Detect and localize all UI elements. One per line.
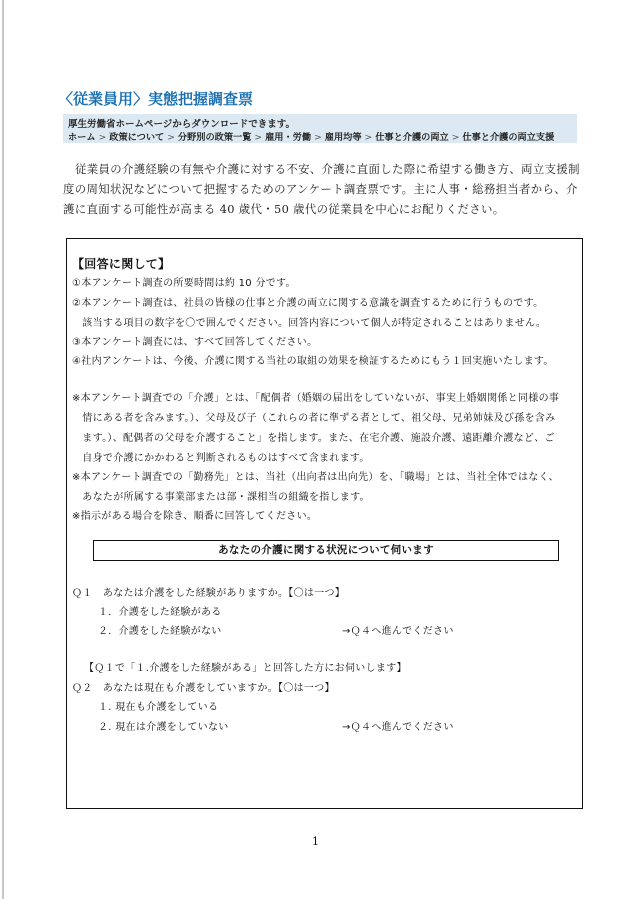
instruction-item: ①本アンケート調査の所要時間は約 10 分です。	[72, 278, 296, 289]
breadcrumb-separator: >	[98, 132, 107, 143]
instruction-item: ④社内アンケートは、今後、介護に関する当社の取組の効果を検証するためにもう１回実施いたします。	[72, 356, 554, 367]
breadcrumb-item[interactable]: 雇用・労働	[265, 132, 312, 143]
page-edge-border	[2, 0, 4, 899]
breadcrumb-item[interactable]: 雇用均等	[324, 132, 362, 143]
page-title: 〈従業員用〉実態把握調査票	[58, 90, 254, 108]
note-line: ます。）、配偶者の父母を介護すること」を指します。また、在宅介護、施設介護、遠距離介護など、ご	[72, 433, 555, 444]
breadcrumb	[68, 129, 554, 143]
breadcrumb-item[interactable]: 仕事と介護の両立支援	[462, 132, 555, 143]
answer-option[interactable]: １．介護をした経験がある	[98, 607, 222, 618]
instruction-item: ②本アンケート調査は、社員の皆様の仕事と介護の両立に関する意識を調査するために行うものです。	[72, 298, 544, 309]
note-line: あなたが所属する事業部または部・課相当の組織を指します。	[72, 492, 370, 503]
answer-option[interactable]: ２. 現在は介護をしていない	[98, 722, 229, 733]
breadcrumb-item[interactable]: 政策について	[109, 132, 165, 143]
note-line: 情にある者を含みます。）、父母及び子（これらの者に準ずる者として、祖父母、兄弟姉妹及び孫を含み	[72, 413, 556, 424]
intro-line: 度の周知状況などについて把握するためのアンケート調査票です。主に人事・総務担当者から、介	[63, 182, 578, 196]
question-label: Ｑ２ あなたは現在も介護をしていますか。【〇は一つ】	[72, 683, 335, 694]
breadcrumb-item[interactable]: 分野別の政策一覧	[177, 132, 252, 143]
note-line: 自身で介護にかかわると判断されるものはすべて含まれます。	[72, 453, 370, 464]
breadcrumb-item[interactable]: ホーム	[68, 132, 96, 143]
instruction-item: ③本アンケート調査には、すべて回答してください。	[72, 337, 318, 348]
breadcrumb-separator: >	[254, 132, 263, 143]
answer-option[interactable]: ２．介護をした経験がない	[98, 626, 222, 637]
question-condition: 【Ｑ１で「１.介護をした経験がある」と回答した方にお伺いします】	[84, 663, 407, 674]
breadcrumb-separator: >	[451, 132, 460, 143]
intro-line: 従業員の介護経験の有無や介護に対する不安、介護に直面した際に希望する働き方、両立支援制	[75, 162, 580, 176]
note-line: ※本アンケート調査での「勤務先」とは、当社（出向者は出向先）を、「職場」とは、当社全体ではなく、	[72, 472, 559, 483]
skip-instruction: →Ｑ４へ進んでください	[342, 626, 454, 637]
breadcrumb-separator: >	[314, 132, 322, 143]
note-line: ※指示がある場合を除き、順番に回答してください。	[72, 511, 318, 522]
download-notice: 厚生労働省ホームページからダウンロードできます。	[68, 119, 296, 130]
note-line: ※本アンケート調査での「介護」とは、「配偶者（婚姻の届出をしていないが、事実上婚姻関係と同様の事	[72, 393, 560, 404]
instructions-heading: 【回答に関して】	[72, 257, 171, 271]
intro-paragraph	[63, 159, 583, 219]
breadcrumb-separator: >	[167, 132, 175, 143]
breadcrumb-separator: >	[364, 132, 373, 143]
breadcrumb-band	[63, 114, 577, 143]
question-label: Ｑ１ あなたは介護をした経験がありますか。【〇は一つ】	[72, 588, 346, 599]
section-title: あなたの介護に関する状況について伺います	[93, 540, 559, 561]
instruction-item: 該当する項目の数字を〇で囲んでください。回答内容について個人が特定されることはありません。	[72, 318, 547, 329]
answer-option[interactable]: １. 現在も介護をしている	[98, 702, 219, 713]
intro-line: 護に直面する可能性が高まる 40 歳代・50 歳代の従業員を中心にお配りください。	[63, 202, 505, 216]
page-number: 1	[312, 835, 319, 848]
skip-instruction: →Ｑ４へ進んでください	[342, 722, 454, 733]
breadcrumb-item[interactable]: 仕事と介護の両立	[375, 132, 449, 143]
